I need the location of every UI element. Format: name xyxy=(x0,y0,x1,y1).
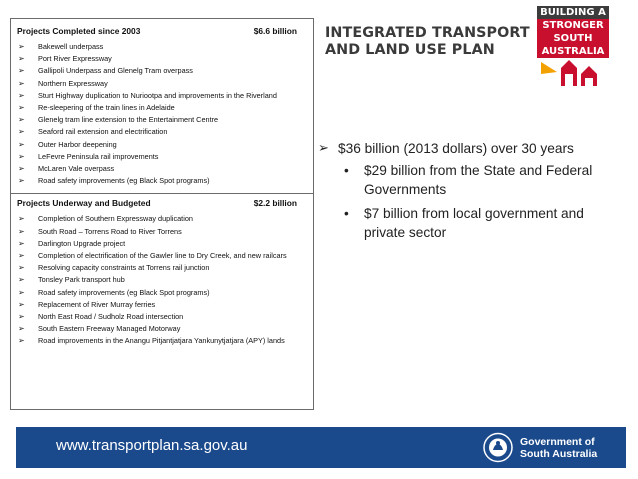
list-item: ➢ Completion of Southern Expressway duplication xyxy=(17,213,307,225)
arrowhead-bullet-icon: ➢ xyxy=(18,324,25,334)
arrowhead-bullet-icon: ➢ xyxy=(18,299,25,309)
list-item: ➢ Tonsley Park transport hub xyxy=(17,274,307,286)
logo-line: SOUTH xyxy=(537,32,609,45)
dot-bullet-icon: • xyxy=(344,163,349,178)
arrowhead-bullet-icon: ➢ xyxy=(18,151,25,161)
list-item: • $7 billion from local government and private sector xyxy=(344,206,584,240)
arrowhead-bullet-icon: ➢ xyxy=(18,226,25,236)
list-item: ➢ Outer Harbor deepening xyxy=(17,139,307,151)
list-item: ➢ Road improvements in the Anangu Pitjantjatjara Yankunytjatjara (APY) lands xyxy=(17,335,307,347)
list-item: ➢ Road safety improvements (eg Black Spot programs) xyxy=(17,287,307,299)
list-item: ➢ Completion of electrification of the Gawler line to Dry Creek, and new railcars xyxy=(17,250,307,262)
list-item: ➢ North East Road / Sudholz Road intersection xyxy=(17,311,307,323)
arrowhead-bullet-icon: ➢ xyxy=(18,103,25,113)
list-item: ➢ McLaren Vale overpass xyxy=(17,163,307,175)
arrowhead-bullet-icon: ➢ xyxy=(18,238,25,248)
list-item: ➢ Gallipoli Underpass and Glenelg Tram overpass xyxy=(17,65,307,77)
dot-bullet-icon: • xyxy=(344,206,349,221)
arrowhead-bullet-icon: ➢ xyxy=(18,115,25,125)
list-item: ➢ Darlington Upgrade project xyxy=(17,238,307,250)
arrowhead-bullet-icon: ➢ xyxy=(18,164,25,174)
logo-line: AUSTRALIA xyxy=(537,45,609,58)
list-item: ➢ Road safety improvements (eg Black Spot programs) xyxy=(17,175,307,187)
arrowhead-bullet-icon: ➢ xyxy=(18,312,25,322)
completed-section-header xyxy=(17,25,307,37)
arrowhead-bullet-icon: ➢ xyxy=(18,214,25,224)
completed-heading: Projects Completed since 2003 xyxy=(17,26,141,36)
underway-list xyxy=(17,213,307,347)
completed-list xyxy=(17,41,307,187)
arrowhead-bullet-icon: ➢ xyxy=(318,141,329,156)
sa-government-crest-icon xyxy=(482,432,514,463)
funding-sub-list xyxy=(318,161,608,242)
projects-panel xyxy=(10,18,314,410)
underway-section xyxy=(11,193,313,347)
arrowhead-bullet-icon: ➢ xyxy=(18,263,25,273)
list-item: ➢ Sturt Highway duplication to Nuriootpa and improvements in the Riverland xyxy=(17,90,307,102)
list-item: ➢ Seaford rail extension and electrification xyxy=(17,126,307,138)
website-link[interactable]: www.transportplan.sa.gov.au xyxy=(56,437,248,454)
list-item: ➢ Resolving capacity constraints at Torrens rail junction xyxy=(17,262,307,274)
list-item: ➢ Port River Expressway xyxy=(17,53,307,65)
underway-heading: Projects Underway and Budgeted xyxy=(17,198,151,209)
arrowhead-bullet-icon: ➢ xyxy=(18,275,25,285)
arrowhead-bullet-icon: ➢ xyxy=(18,127,25,137)
building-stronger-sa-logo xyxy=(537,6,611,88)
list-item: ➢ South Eastern Freeway Managed Motorway xyxy=(17,323,307,335)
arrowhead-bullet-icon: ➢ xyxy=(18,287,25,297)
arrowhead-bullet-icon: ➢ xyxy=(18,78,25,88)
arrowhead-bullet-icon: ➢ xyxy=(18,54,25,64)
funding-summary xyxy=(318,139,608,247)
logo-line: STRONGER xyxy=(537,19,609,32)
arrowhead-bullet-icon: ➢ xyxy=(18,251,25,261)
arrowhead-bullet-icon: ➢ xyxy=(18,336,25,346)
funding-main-bullet: ➢ $36 billion (2013 dollars) over 30 years xyxy=(318,141,574,156)
house-flag-graphic-icon xyxy=(537,58,609,88)
list-item: ➢ South Road – Torrens Road to River Torrens xyxy=(17,226,307,238)
completed-amount: $6.6 billion xyxy=(253,26,297,36)
arrowhead-bullet-icon: ➢ xyxy=(18,176,25,186)
list-item: ➢ Bakewell underpass xyxy=(17,41,307,53)
logo-line: BUILDING A xyxy=(537,6,609,19)
arrowhead-bullet-icon: ➢ xyxy=(18,66,25,76)
arrowhead-bullet-icon: ➢ xyxy=(18,139,25,149)
list-item: ➢ Northern Expressway xyxy=(17,78,307,90)
plan-title: INTEGRATED TRANSPORT AND LAND USE PLAN xyxy=(325,25,530,58)
list-item: ➢ Re-sleepering of the train lines in Adelaide xyxy=(17,102,307,114)
underway-section-header xyxy=(17,197,307,209)
arrowhead-bullet-icon: ➢ xyxy=(18,42,25,51)
government-name: Government of South Australia xyxy=(520,436,598,460)
underway-amount: $2.2 billion xyxy=(253,198,297,209)
arrowhead-bullet-icon: ➢ xyxy=(18,90,25,100)
list-item: ➢ LeFevre Peninsula rail improvements xyxy=(17,151,307,163)
list-item: • $29 billion from the State and Federal Governments xyxy=(344,163,593,197)
list-item: ➢ Replacement of River Murray ferries xyxy=(17,299,307,311)
list-item: ➢ Glenelg tram line extension to the Entertainment Centre xyxy=(17,114,307,126)
